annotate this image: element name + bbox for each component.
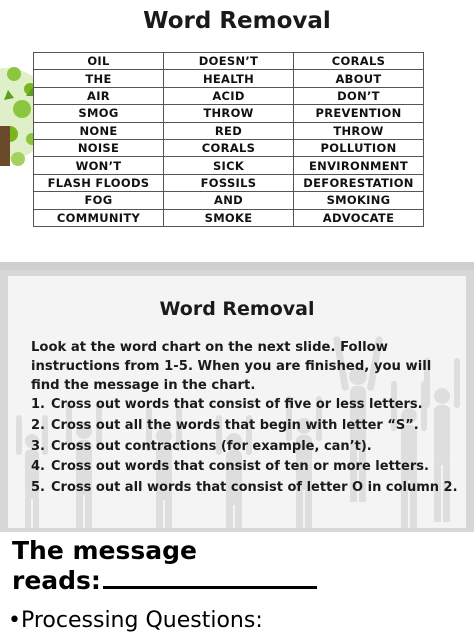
step-number: 3.	[31, 438, 45, 454]
processing-questions-heading	[8, 608, 468, 633]
table-row	[34, 139, 424, 156]
table-row	[34, 209, 424, 226]
chart-title: Word Removal	[143, 8, 331, 34]
instruction-step	[31, 416, 461, 437]
message-prompt	[12, 536, 462, 596]
instructions-slide	[0, 270, 474, 532]
table-row	[34, 70, 424, 87]
table-cell: CORALS	[294, 53, 424, 70]
instruction-step	[31, 395, 461, 416]
word-table-body	[34, 53, 424, 227]
word-chart-slide	[0, 0, 474, 262]
table-cell: ADVOCATE	[294, 209, 424, 226]
table-cell: POLLUTION	[294, 139, 424, 156]
table-cell: NONE	[34, 122, 164, 139]
message-reads-label: reads:	[12, 566, 101, 595]
table-cell: WON’T	[34, 157, 164, 174]
table-cell: SMOKING	[294, 192, 424, 209]
table-cell: THROW	[294, 122, 424, 139]
table-cell: NOISE	[34, 139, 164, 156]
step-number: 4.	[31, 459, 45, 475]
table-cell: THE	[34, 70, 164, 87]
instruction-step	[31, 457, 461, 478]
table-cell: AND	[164, 192, 294, 209]
step-text: Cross out all words that consist of letter O in column 2.	[51, 480, 458, 496]
table-row	[34, 122, 424, 139]
step-number: 5.	[31, 480, 45, 496]
step-text: Cross out words that consist of five or less letters.	[51, 397, 423, 412]
table-row	[34, 192, 424, 209]
message-line-2	[12, 566, 462, 596]
step-text: Cross out contractions (for example, can’t).	[51, 438, 372, 454]
instruction-step	[31, 437, 461, 458]
table-cell: FOSSILS	[164, 174, 294, 191]
table-cell: DON’T	[294, 87, 424, 104]
table-row	[34, 174, 424, 191]
table-cell: SICK	[164, 157, 294, 174]
table-cell: COMMUNITY	[34, 209, 164, 226]
table-cell: RED	[164, 122, 294, 139]
table-cell: ACID	[164, 87, 294, 104]
instructions-panel	[8, 276, 466, 528]
table-cell: ABOUT	[294, 70, 424, 87]
instruction-step	[31, 478, 461, 499]
table-cell: DEFORESTATION	[294, 174, 424, 191]
word-table	[33, 52, 424, 227]
table-cell: SMOG	[34, 105, 164, 122]
table-cell: ENVIRONMENT	[294, 157, 424, 174]
table-cell: THROW	[164, 105, 294, 122]
table-row	[34, 53, 424, 70]
table-cell: PREVENTION	[294, 105, 424, 122]
step-number: 1.	[31, 397, 45, 412]
instruction-steps-list	[31, 395, 461, 499]
table-cell: DOESN’T	[164, 53, 294, 70]
table-cell: CORALS	[164, 139, 294, 156]
table-cell: HEALTH	[164, 70, 294, 87]
table-row	[34, 87, 424, 104]
table-cell: FOG	[34, 192, 164, 209]
instructions-intro: Look at the word chart on the next slide. Follow instructions from 1-5. When you are finished, you will find the message in the chart.	[31, 340, 432, 393]
instructions-title: Word Removal	[159, 298, 315, 320]
processing-questions-label: Processing Questions:	[20, 608, 263, 633]
message-line-1: The message	[12, 536, 197, 565]
bullet-icon: •	[8, 608, 21, 633]
step-text: Cross out all the words that begin with letter “S”.	[51, 417, 419, 433]
table-cell: OIL	[34, 53, 164, 70]
table-row	[34, 105, 424, 122]
step-text: Cross out words that consist of ten or more letters.	[51, 459, 429, 475]
table-cell: FLASH FLOODS	[34, 174, 164, 191]
step-number: 2.	[31, 417, 45, 433]
table-cell: AIR	[34, 87, 164, 104]
table-cell: SMOKE	[164, 209, 294, 226]
message-answer-blank[interactable]	[103, 586, 317, 589]
table-row	[34, 157, 424, 174]
